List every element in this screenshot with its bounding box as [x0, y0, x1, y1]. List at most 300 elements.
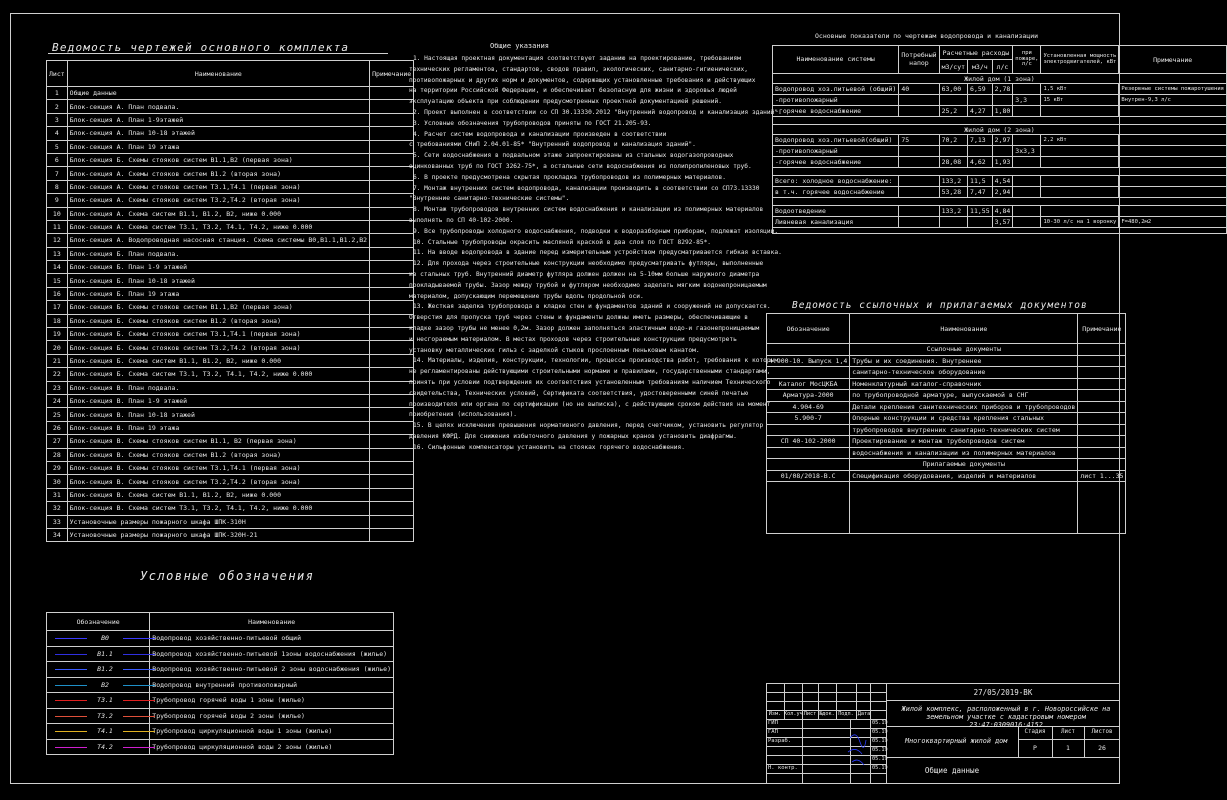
legend-name: Водопровод хозяйственно-питьевой 1зоны водоснабжения (жилье): [150, 646, 394, 662]
legend-name: Водопровод внутренний противопожарный: [150, 677, 394, 693]
line-code: Т4.2: [97, 742, 113, 751]
table-row: [47, 381, 414, 394]
cell-name: Водопровод хоз.питьевой (общий): [773, 84, 899, 95]
reference-row: [767, 447, 1126, 459]
table-row: [47, 354, 414, 367]
note-line: эксплуатацию объекта при соблюдении предусмотренных проектной документацией решений.: [409, 98, 722, 106]
note-line: 9. Все трубопроводы холодного водоснабжения, подводки к водоразборным приборам, подлежат изоляции.: [413, 227, 779, 235]
sheet-number: 28: [47, 448, 68, 461]
table-row: [47, 274, 414, 287]
drawing-name: Блок-секция В. Схема систем В1.1, В1.2, В2, ниже 0.000: [67, 488, 369, 501]
cell-name: -противопожарный: [773, 95, 899, 106]
drawing-name: Блок-секция А. План 19 этажа: [67, 140, 369, 153]
reference-row: [767, 424, 1126, 436]
sheet-number: 15: [47, 274, 68, 287]
table-row: [47, 515, 414, 528]
drawing-note: [370, 220, 414, 233]
spacer-row: [773, 168, 1227, 176]
indicator-row: [773, 176, 1227, 187]
note-line: "Внутренние санитарно-технические системы".: [409, 195, 570, 203]
ref-code: СП 40-102-2000: [767, 436, 850, 448]
drawing-name: Блок-секция Б. Схемы стояков систем В1.2 (вторая зона): [67, 314, 369, 327]
cell-fire: [1013, 187, 1041, 198]
line-segment-left: [55, 654, 87, 655]
line-segment-right: [123, 716, 155, 717]
ref-name: Проектирование и монтаж трубопроводов систем: [850, 436, 1078, 448]
note-line: кладке зазор трубы не менее 0,2м. Зазор должен заполняться эластичным водо-и газонепроницаемым: [409, 324, 760, 332]
general-notes: [409, 55, 782, 454]
reference-row: [767, 436, 1126, 448]
line-segment-right: [123, 654, 155, 655]
legend-name: Водопровод хозяйственно-питьевой общий: [150, 631, 394, 647]
ref-name: [850, 482, 1078, 534]
table-row: [47, 341, 414, 354]
sheet-number: 7: [47, 167, 68, 180]
note-line: оцинкованных труб по ГОСТ 3262-75*, а остальные сети водоснабжения из полипропиленовых труб.: [409, 162, 752, 170]
stamp-date: 05.19: [872, 720, 888, 726]
sheet-title: Общие данные: [924, 766, 980, 775]
table-row: [47, 502, 414, 515]
stamp-role: ГИП: [768, 720, 778, 726]
cell-head: [899, 187, 939, 198]
ref-name: Детали крепления санитехнических приборов и трубопроводов: [850, 401, 1078, 413]
ref-code: [767, 459, 850, 471]
col-system: Наименование системы: [773, 46, 899, 74]
legend-row: [47, 693, 394, 709]
drawing-note: [370, 354, 414, 367]
ref-note: лист 1...35: [1078, 470, 1126, 482]
drawing-note: [370, 461, 414, 474]
cell-m3day: 25,2: [939, 106, 967, 117]
drawing-note: [370, 341, 414, 354]
drawing-note: [370, 435, 414, 448]
ref-code: [767, 367, 850, 379]
drawing-name: Блок-секция Б. Схема систем В1.1, В1.2, В2, ниже 0.000: [67, 354, 369, 367]
ref-note: [1078, 367, 1126, 379]
line-segment-left: [55, 669, 87, 670]
indicator-row: [773, 95, 1227, 106]
cell-m3h: [968, 217, 993, 228]
note-line: 2. Проект выполнен в соответствии со СП 30.13330.2012 "Внутренний водопровод и канализация зданий".: [413, 108, 782, 116]
cell-note: F=480,2м2: [1119, 217, 1227, 228]
line-symbol: [47, 693, 150, 709]
sheet-number: 20: [47, 341, 68, 354]
col-note: Примечание: [1078, 314, 1126, 344]
note-line: 11. На вводе водопровода в здание перед измерительным устройством предусматривается гибкая вставка.: [413, 249, 782, 257]
cell-m3day: [939, 146, 967, 157]
col-head: Потребный напор: [899, 46, 939, 74]
cell-fire: [1013, 135, 1041, 146]
cell-head: [899, 157, 939, 168]
ref-code: Арматура-2000: [767, 390, 850, 402]
sheet-value: 1: [1066, 744, 1070, 752]
ref-note: [1078, 459, 1126, 471]
references-title: Ведомость ссылочных и прилагаемых документов: [792, 300, 1088, 311]
col-symbol: Обозначение: [47, 613, 150, 631]
cell-ls: 1,93: [992, 157, 1013, 168]
note-line: выполнять по СП 40-102-2000.: [409, 216, 514, 224]
drawing-note: [370, 100, 414, 113]
cell-fire: 3х3,3: [1013, 146, 1041, 157]
cell-fire: [1013, 217, 1041, 228]
line-segment-left: [55, 716, 87, 717]
reference-row: [767, 470, 1126, 482]
drawing-note: [370, 247, 414, 260]
col-name: Наименование: [67, 61, 369, 87]
drawing-name: Блок-секция А. Схема систем Т3.1, Т3.2, Т4.1, Т4.2, ниже 0.000: [67, 220, 369, 233]
ref-note: [1078, 355, 1126, 367]
sheet-number: 34: [47, 528, 68, 541]
line-code: В2: [101, 680, 109, 689]
ref-note: [1078, 447, 1126, 459]
drawing-note: [370, 408, 414, 421]
note-line: с требованиями СНиП 2.04.01-85* "Внутренний водопровод и канализация зданий".: [409, 141, 696, 149]
drawing-name: Установочные размеры пожарного шкафа ШПК-320Н-21: [67, 528, 369, 541]
spacer-row: [773, 228, 1227, 234]
cell-power: 2,2 кВт: [1041, 135, 1119, 146]
stamp-date: 05.19: [872, 756, 888, 762]
indicator-row: [773, 106, 1227, 117]
drawing-name: Блок-секция В. План подвала.: [67, 381, 369, 394]
note-line: 4. Расчет систем водопровода и канализации произведен в соответствии: [413, 130, 667, 138]
cell-m3day: 133,2: [939, 176, 967, 187]
sheet-number: 10: [47, 207, 68, 220]
table-row: [47, 314, 414, 327]
col-note: Примечание: [370, 61, 414, 87]
line-code: В1.2: [97, 665, 113, 674]
table-row: [47, 421, 414, 434]
cell-fire: [1013, 106, 1041, 117]
legend-name: Водопровод хозяйственно-питьевой 2 зоны водоснабжения (жилье): [150, 662, 394, 678]
line-segment-right: [123, 700, 155, 701]
sheet-number: 12: [47, 234, 68, 247]
line-segment-right: [123, 669, 155, 670]
cell-power: [1041, 176, 1119, 187]
ref-code: [767, 482, 850, 534]
cell-note: [1119, 146, 1227, 157]
references-table: [766, 313, 1126, 534]
line-symbol: [47, 662, 150, 678]
cell-note: [1119, 157, 1227, 168]
drawing-note: [370, 314, 414, 327]
ref-code: Каталог МосЦКБА: [767, 378, 850, 390]
drawing-note: [370, 140, 414, 153]
table-row: [47, 220, 414, 233]
legend-name: Трубопровод циркуляционной воды 2 зоны (жилье): [150, 739, 394, 755]
drawing-note: [370, 87, 414, 100]
ref-note: [1078, 413, 1126, 425]
legend-row: [47, 662, 394, 678]
drawing-name: Блок-секция Б. Схемы стояков систем В1.1,В2 (первая зона): [67, 153, 369, 166]
reference-row: [767, 482, 1126, 534]
drawing-name: Блок-секция А. План 1-9этажей: [67, 113, 369, 126]
note-line: 8. Монтаж трубопроводов внутренних систем водоснабжения и канализации из полимерных материалов: [413, 206, 764, 214]
table-row: [47, 247, 414, 260]
table-row: [47, 234, 414, 247]
sheet-number: 23: [47, 381, 68, 394]
drawing-note: [370, 328, 414, 341]
drawing-note: [370, 488, 414, 501]
cell-head: 40: [899, 84, 939, 95]
drawing-note: [370, 528, 414, 541]
cell-note: [1119, 106, 1227, 117]
cell-fire: [1013, 206, 1041, 217]
drawing-note: [370, 153, 414, 166]
cell-name: Водоотведение: [773, 206, 899, 217]
sheet-number: 29: [47, 461, 68, 474]
note-line: 7. Монтаж внутренних систем водопровода, канализации производить в соответствии со СП73.13330: [413, 184, 760, 192]
line-segment-right: [123, 685, 155, 686]
drawing-note: [370, 113, 414, 126]
line-code: Т3.1: [97, 696, 113, 705]
sheet-number: 21: [47, 354, 68, 367]
drawing-name: Блок-секция Б. План 1-9 этажей: [67, 261, 369, 274]
col-code: Обозначение: [767, 314, 850, 344]
drawing-note: [370, 502, 414, 515]
cell-m3h: 6,59: [968, 84, 993, 95]
stamp-role: Разраб.: [768, 738, 792, 744]
stage-label: Стадия: [1024, 729, 1046, 735]
legend-name: Трубопровод циркуляционной воды 1 зоны (жилье): [150, 724, 394, 740]
cell-power: 10-30 л/с на 1 воронку: [1041, 217, 1119, 228]
cell-head: [899, 206, 939, 217]
sheet-number: 1: [47, 87, 68, 100]
reference-row: [767, 344, 1126, 356]
cell-power: 1,5 кВт: [1041, 84, 1119, 95]
note-line: 10. Стальные трубопроводы окрасить масляной краской в два слоя по ГОСТ 8292-85*.: [413, 238, 712, 246]
note-line: давления КФРД. Для снижения избыточного давления у пожарных кранов установить диафрагмы.: [409, 432, 737, 440]
note-line: 13. Жесткая заделка трубопровода в кладке стен и фундаментов зданий и сооружений не допускается.: [413, 303, 771, 311]
note-line: 12. Для прохода через строительные конструкции необходимо предусматривать футляры, выполненные: [413, 260, 764, 268]
cell-ls: 4,84: [992, 206, 1013, 217]
ref-name: трубопроводов внутренних санитарно-технических систем: [850, 424, 1078, 436]
table-row: [47, 368, 414, 381]
drawing-name: Блок-секция В. Схемы стояков систем Т3.1,Т4.1 (первая зона): [67, 461, 369, 474]
drawing-name: Блок-секция В. Схемы стояков систем В1.2 (вторая зона): [67, 448, 369, 461]
sheets-value: 26: [1098, 744, 1106, 752]
cell-head: [899, 217, 939, 228]
cell-m3h: 11,55: [968, 206, 993, 217]
note-line: и несгораемым материалом. В местах проходов через строительные конструкции предусмотреть: [409, 335, 737, 343]
cell-power: [1041, 146, 1119, 157]
spacer-cell: [773, 198, 1227, 206]
drawing-name: Блок-секция Б. Схема систем Т3.1, Т3.2, Т4.1, Т4.2, ниже 0.000: [67, 368, 369, 381]
table-row: [47, 180, 414, 193]
note-line: 5. Сети водоснабжения в подвальном этаже запроектированы из стальных водогазопроводных: [413, 152, 734, 160]
ref-code: 4.904-69: [767, 401, 850, 413]
cell-fire: [1013, 157, 1041, 168]
drawings-list-table: [46, 60, 414, 542]
legend-row: [47, 631, 394, 647]
cell-name: -горячее водоснабжение: [773, 106, 899, 117]
ref-note: [1078, 378, 1126, 390]
cell-note: Внутрен-9,3 л/с: [1119, 95, 1227, 106]
sheet-number: 17: [47, 301, 68, 314]
drawing-note: [370, 381, 414, 394]
cell-head: [899, 176, 939, 187]
note-line: приобретения (использования).: [409, 411, 518, 419]
cell-m3h: [968, 95, 993, 106]
note-line: 14. Материалы, изделия, конструкции, технологии, процессы производства работ, требования к которым: [413, 357, 779, 365]
drawing-note: [370, 167, 414, 180]
line-symbol: [47, 646, 150, 662]
stamp-col-header: Дата: [857, 711, 871, 717]
reference-row: [767, 459, 1126, 471]
note-line: свидетельства, Технических условий, Сертификата соответствия, удостоверенными синей печатью: [409, 389, 748, 397]
ref-name: по трубопроводной арматуре, выпускаемой в СНГ: [850, 390, 1078, 402]
ref-code: [767, 344, 850, 356]
table-row: [47, 475, 414, 488]
note-line: прокладываемой трубы. Зазор между трубой и футляром необходимо заделать мягким водонепроницаемым: [409, 281, 767, 289]
line-code: Т3.2: [97, 711, 113, 720]
drawing-name: Блок-секция А. Схемы стояков систем Т3.1,Т4.1 (первая зона): [67, 180, 369, 193]
drawing-name: Блок-секция В. План 1-9 этажей: [67, 394, 369, 407]
cell-head: 75: [899, 135, 939, 146]
legend-name: Трубопровод горячей воды 1 зоны (жилье): [150, 693, 394, 709]
cell-head: [899, 95, 939, 106]
drawing-name: Блок-секция А. Схемы стояков систем В1.2 (вторая зона): [67, 167, 369, 180]
legend-row: [47, 677, 394, 693]
line-segment-left: [55, 747, 87, 748]
indicator-row: [773, 135, 1227, 146]
table-row: [47, 287, 414, 300]
cell-note: [1119, 187, 1227, 198]
note-line: принять при условии подтверждения их соответствия установленным требованиям наличием Технического: [409, 378, 771, 386]
note-line: не регламентированы действующими строительными нормами и правилами, государственными стандартами,: [409, 368, 771, 376]
sheet-number: 5: [47, 140, 68, 153]
cell-note: [1119, 176, 1227, 187]
sheet-number: 4: [47, 127, 68, 140]
cell-power: [1041, 106, 1119, 117]
drawing-note: [370, 127, 414, 140]
note-line: из стальных труб. Внутренний диаметр футляра должен должен на 5-10мм больше наружного диаметра: [409, 270, 760, 278]
drawing-name: Блок-секция Б. Схемы стояков систем В1.1,В2 (первая зона): [67, 301, 369, 314]
indicators-table: [772, 45, 1227, 234]
sheet-label: Лист: [1061, 729, 1075, 735]
cell-name: -противопожарный: [773, 146, 899, 157]
legend-row: [47, 708, 394, 724]
reference-row: [767, 367, 1126, 379]
line-segment-right: [123, 638, 155, 639]
cell-fire: [1013, 176, 1041, 187]
ref-code: 01/08/2018-В.С: [767, 470, 850, 482]
line-symbol: [47, 708, 150, 724]
note-line: Отверстия для пропуска труб через стены и фундаменты должны иметь размеры, обеспечивающие в: [409, 314, 748, 322]
line-symbol: [47, 677, 150, 693]
cell-m3day: [939, 95, 967, 106]
indicator-row: [773, 84, 1227, 95]
drawing-name: Блок-секция Б. План 10-18 этажей: [67, 274, 369, 287]
cell-power: [1041, 206, 1119, 217]
ref-note: [1078, 390, 1126, 402]
indicator-row: [773, 157, 1227, 168]
col-sheet: Лист: [47, 61, 68, 87]
zone-row: [773, 125, 1227, 135]
table-row: [47, 448, 414, 461]
drawing-name: Блок-секция В. План 19 этажа: [67, 421, 369, 434]
table-row: [47, 207, 414, 220]
ref-name: Трубы и их соединения. Внутреннее: [850, 355, 1078, 367]
drawing-note: [370, 515, 414, 528]
col-flows: Расчетные расходы: [939, 46, 1013, 60]
spacer-row: [773, 198, 1227, 206]
cell-m3h: 4,27: [968, 106, 993, 117]
drawing-note: [370, 421, 414, 434]
table-row: [47, 488, 414, 501]
drawing-note: [370, 394, 414, 407]
col-name: Наименование: [850, 314, 1078, 344]
stamp-role: Н. контр.: [768, 765, 798, 771]
drawing-note: [370, 448, 414, 461]
note-line: на территории Российской Федерации, и обеспечивает безопасную для жизни и здоровья людей: [409, 87, 737, 95]
line-segment-left: [55, 731, 87, 732]
drawing-name: Блок-секция Б. Схемы стояков систем Т3.2,Т4.2 (вторая зона): [67, 341, 369, 354]
line-code: Т4.1: [97, 727, 113, 736]
drawing-note: [370, 194, 414, 207]
drawing-note: [370, 368, 414, 381]
stamp-date: 05.19: [872, 729, 888, 735]
drawing-name: Установочные размеры пожарного шкафа ШПК-310Н: [67, 515, 369, 528]
cell-fire: 3,3: [1013, 95, 1041, 106]
col-name: Наименование: [150, 613, 394, 631]
doc-code: 27/05/2019-ВК: [973, 688, 1033, 697]
col-note: Примечание: [1119, 46, 1227, 74]
cell-m3day: 133,2: [939, 206, 967, 217]
sheet-number: 14: [47, 261, 68, 274]
cell-m3day: 70,2: [939, 135, 967, 146]
drawing-note: [370, 180, 414, 193]
cell-fire: [1013, 84, 1041, 95]
cell-m3day: 63,00: [939, 84, 967, 95]
line-segment-left: [55, 700, 87, 701]
stamp-date: 05.19: [872, 747, 888, 753]
drawing-note: [370, 475, 414, 488]
cell-m3h: [968, 146, 993, 157]
drawing-note: [370, 207, 414, 220]
stamp-col-header: Изм.: [768, 711, 782, 717]
zone-label: Жилой дом (2 зона): [773, 125, 1227, 135]
table-row: [47, 435, 414, 448]
sheet-number: 18: [47, 314, 68, 327]
sheet-number: 22: [47, 368, 68, 381]
col-ls: л/с: [992, 60, 1013, 74]
note-line: 15. В целях исключения превышения нормативного давления, перед счетчиком, установить регулятор: [413, 422, 764, 430]
table-row: [47, 140, 414, 153]
drawing-name: Блок-секция Б. План подвала.: [67, 247, 369, 260]
note-line: производителя или органа по сертификации (но не выписка), с действующим сроком действия на момент: [409, 400, 771, 408]
sheet-number: 13: [47, 247, 68, 260]
line-segment-right: [123, 747, 155, 748]
zone-label: Жилой дом (1 зона): [773, 74, 1227, 84]
sheet-number: 24: [47, 394, 68, 407]
cell-m3day: 28,08: [939, 157, 967, 168]
table-row: [47, 528, 414, 541]
ref-note: [1078, 436, 1126, 448]
sheets-label: Листов: [1091, 729, 1113, 735]
stamp-col-header: Лист: [803, 711, 817, 717]
cell-ls: [992, 95, 1013, 106]
cell-ls: [992, 146, 1013, 157]
drawing-name: Блок-секция А. Схемы стояков систем Т3.2,Т4.2 (вторая зона): [67, 194, 369, 207]
line-segment-left: [55, 685, 87, 686]
col-power: Установленная мощность электродвигателей, кВт: [1041, 46, 1119, 74]
legend-table: [46, 612, 394, 755]
sheet-number: 26: [47, 421, 68, 434]
reference-row: [767, 355, 1126, 367]
ref-note: [1078, 401, 1126, 413]
sheet-number: 16: [47, 287, 68, 300]
cell-head: [899, 106, 939, 117]
